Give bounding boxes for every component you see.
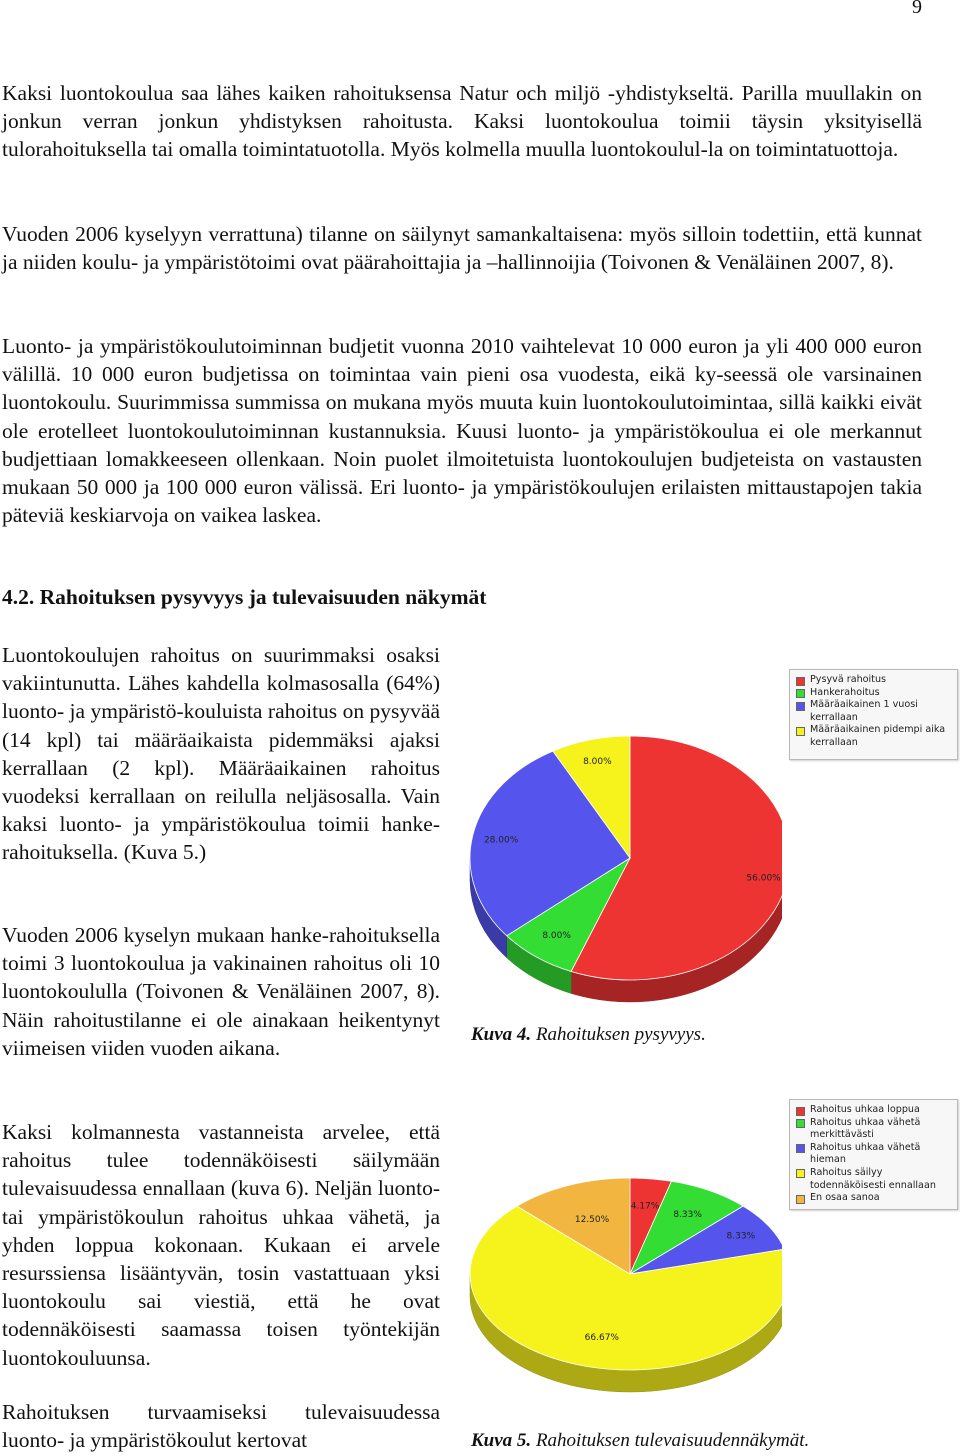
legend-swatch [796,727,805,736]
legend-label: Rahoitus uhkaa vähetä hieman [810,1141,921,1166]
caption-text: Rahoituksen pysyvyys. [535,1024,706,1045]
legend-swatch [796,689,805,698]
caption-text: Rahoituksen tulevaisuudennäkymät. [535,1430,810,1451]
slice-value-label: 66.67% [584,1333,620,1344]
slice-value-label: 8.00% [542,930,571,941]
paragraph-future-outlook: Kaksi kolmannesta vastanneista arvelee, että rahoitus tulee todennäköisesti säilymään tulevaisuudessa ennallaan (kuva 6). Neljän luonto- tai ympäristökoulun rahoitus uhkaa vähetä, ja yhden loppua kokonaan. Kukaan ei arvele resurssiensa lisääntyvän, tosin vastattuaan yksi luontokoulu sai viestiä, että he ovat todennäköisesti saamassa toisen työntekijän luontokouluunsa. [2,1120,440,1370]
slice-value-label: 28.00% [483,835,519,846]
paragraph-budgets: Luonto- ja ympäristökoulutoiminnan budjetit vuonna 2010 vaihtelevat 10 000 euron ja yli 400 000 euron välillä. 10 000 euron budjetissa on toimintaa vain pieni osa vuodesta, eikä ky-seessä ole varsinainen luontokoulu. Suurimmissa summissa on mukana myös muuta kuin luontokoulutoimintaa, sillä kaikki eivät ole erotelleet luontokoulutoiminnan kustannuksia. Kuusi luonto- ja ympäristökoulua ei ole merkannut budjettiaan lomakkeeseen ollenkaan. Noin puolet ilmoitetuista luontokoulujen budjeteista on vastausten mukaan 50 000 ja 100 000 euron välissä. Eri luonto- ja ympäristökoulujen erilaisten mittaustapojen takia päteviä keskiarvoja on vaikea laskea. [2,334,922,528]
legend-swatch [796,702,805,711]
legend-item [796,724,953,749]
slice-value-label: 8.33% [673,1210,702,1221]
legend-label: En osaa sanoa [810,1192,880,1204]
legend-item [796,1167,953,1192]
paragraph-funding-sources: Kaksi luontokoulua saa lähes kaiken rahoituksensa Natur och miljö -yhdistykseltä. Parilla muullakin on jonkun verran jonkun yhdistyksen rahoitusta. Kaksi luontokoulua toimii täysin yksityisellä tulorahoituksella tai omalla toimintatuotolla. Myös kolmella muulla luontokoulul-la on toimintatuottoja. [2,81,922,162]
legend-label: Määräaikainen 1 vuosi kerrallaan [810,699,918,723]
figure-caption-5 [471,1430,809,1452]
slice-value-label: 56.00% [746,873,781,884]
legend-future-outlook [789,1099,958,1210]
pie-chart-future-outlook [462,1160,782,1420]
paragraph-2006-survey: Vuoden 2006 kyselyn mukaan hanke-rahoituksella toimi 3 luontokoulua ja vakinainen rahoitus oli 10 luontokoululla (Toivonen & Venäläinen 2007, 8). Näin rahoitustilanne ei ole ainakaan heikentynyt viimeisen viiden vuoden aikana. [2,923,440,1060]
slice-value-label: 4.17% [630,1201,660,1212]
paragraph-funding-stability: Luontokoulujen rahoitus on suurimmaksi osaksi vakiintunutta. Lähes kahdella kolmasosalla (64%) luonto- ja ympäristö-kouluista rahoitus on pysyvää (14 kpl) tai määräaikaista pidemmäksi ajaksi kerrallaan (2 kpl). Määräaikainen rahoitus vuodeksi kerrallaan on reilulla neljäsosalla. Vain kaksi luonto- ja ympäristökoulua toimii hanke-rahoituksella. (Kuva 5.) [2,643,440,865]
legend-label: Määräaikainen pidempi aika kerrallaan [810,724,946,748]
legend-label: Pysyvä rahoitus [810,674,887,685]
caption-label: Kuva 5. [471,1430,532,1451]
legend-item [796,674,953,687]
legend-label: Hankerahoitus [810,686,880,698]
legend-item [796,1142,953,1167]
legend-swatch [796,1107,805,1116]
legend-label: Rahoitus säilyy todennäköisesti ennallaan [810,1166,936,1191]
caption-label: Kuva 4. [471,1024,532,1045]
legend-funding-stability [789,669,958,760]
slice-value-label: 12.50% [574,1215,610,1226]
legend-label: Rahoitus uhkaa loppua [810,1104,920,1115]
slice-value-label: 8.00% [583,757,612,768]
figure-caption-4 [471,1024,706,1046]
legend-item [796,687,953,700]
legend-swatch [796,677,805,686]
legend-item [796,1117,953,1142]
legend-item [796,1104,953,1117]
paragraph-securing-funding: Rahoituksen turvaamiseksi tulevaisuudessa luonto- ja ympäristökoulut kertovat [2,1400,440,1453]
legend-swatch [796,1169,805,1178]
legend-swatch [796,1195,805,1204]
page-number: 9 [912,0,922,18]
legend-item [796,1192,953,1205]
pie-chart-funding-stability [462,730,782,1010]
slice-value-label: 8.33% [726,1231,756,1242]
legend-swatch [796,1119,805,1128]
legend-item [796,699,953,724]
legend-label: Rahoitus uhkaa vähetä merkittävästi [810,1116,921,1141]
paragraph-2006-comparison: Vuoden 2006 kyselyyn verrattuna) tilanne on säilynyt samankaltaisena: myös silloin todettiin, että kunnat ja niiden koulu- ja ympäristötoimi ovat päärahoittajia ja –hallinnoijia (Toivonen & Venäläinen 2007, 8). [2,222,922,275]
legend-swatch [796,1144,805,1153]
section-heading: 4.2. Rahoituksen pysyvyys ja tulevaisuuden näkymät [2,585,487,609]
